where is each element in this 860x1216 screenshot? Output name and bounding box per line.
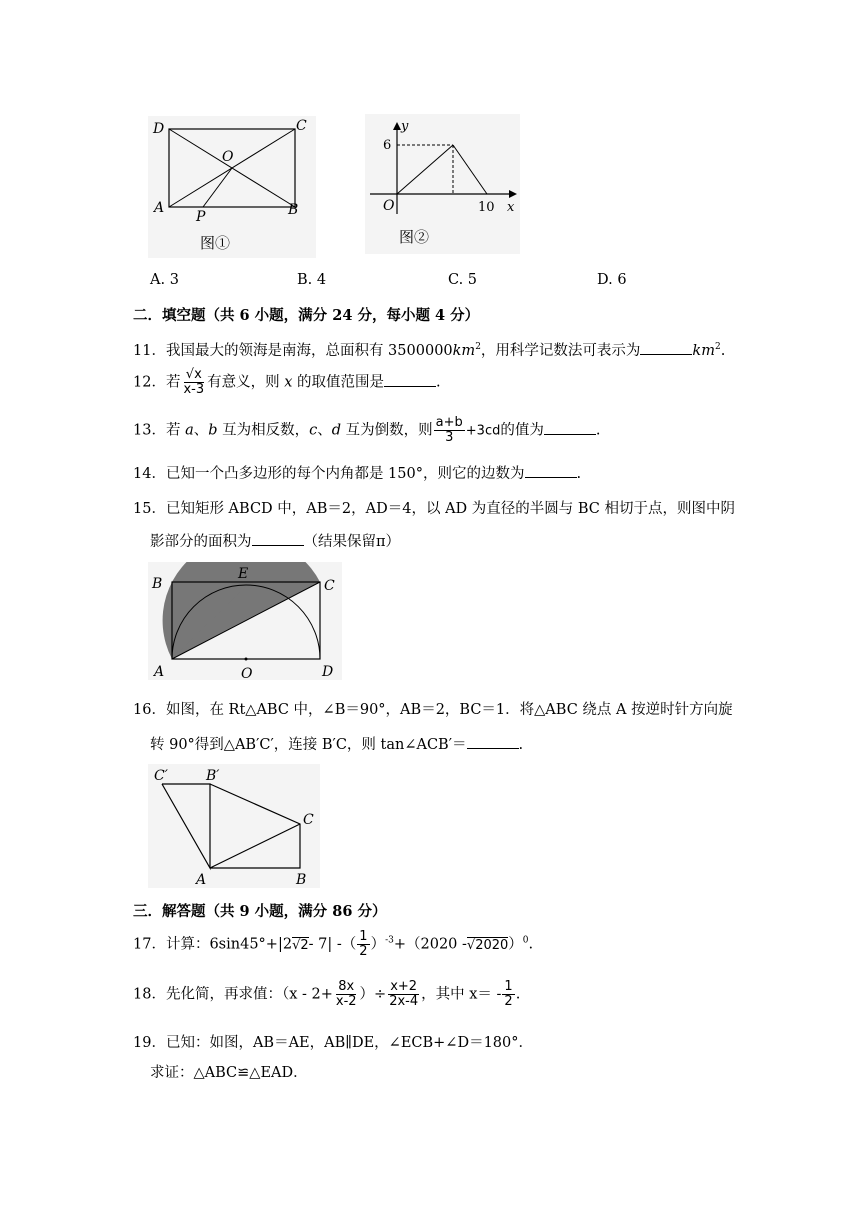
question-12: 12．若 $\frac{√x}{x-3}$ 有意义，则 x 的取值范围是 . [133,367,441,397]
question-16-line2: 转 90°得到△AB′C′，连接 B′C，则 tan∠ACB′＝ . [150,737,524,753]
section-3-heading: 三．解答题（共 9 小题，满分 86 分） [133,903,387,920]
fig1-label-P: P [196,209,206,225]
fig1-label-C: C [296,118,307,134]
fig1-label-D: D [153,121,165,137]
fig16-label-B1: B′ [206,768,220,784]
figure-2 [365,114,520,254]
fig1-caption: 图① [200,234,231,252]
option-d: D. 6 [597,272,627,288]
answer-blank-13 [544,421,596,435]
fig2-y-label: y [401,119,409,134]
figure-15 [148,562,342,680]
fig15-label-E: E [238,566,249,582]
figure-16 [148,764,320,888]
fig16-label-C: C [303,812,314,828]
fig16-label-A: A [196,872,207,888]
answer-blank-12 [384,373,436,387]
question-15-line2: 影部分的面积为 （结果保留π） [150,534,401,550]
question-19-line2: 求证：△ABC≌△EAD． [150,1065,308,1081]
option-a: A. 3 [150,272,179,288]
q12-fraction: $\frac{√x}{x-3}$ [183,367,205,397]
question-16: 16．如图，在 Rt△ABC 中，∠B＝90°，AB＝2，BC＝1．将△ABC 绕点 A 按逆时针方向旋 [133,702,733,718]
fig15-label-B: B [152,576,163,592]
fig15-label-A: A [154,664,165,680]
question-19: 19．已知：如图，AB＝AE，AB∥DE，∠ECB+∠D＝180°． [133,1035,534,1051]
section-2-heading: 二．填空题（共 6 小题，满分 24 分，每小题 4 分） [133,307,480,324]
fig1-label-A: A [154,200,165,216]
figure-16-drawing [148,764,320,888]
question-11: 11．我国最大的领海是南海，总面积有 $3500000km^2$，用科学记数法可表示为 $km^2$. [133,342,726,359]
figure-1-drawing [148,116,316,258]
question-18: 18．先化简，再求值：（x - 2+ $\frac{8x}{x-2}$ ）÷ $\frac{x+2}{2x-4}$ ，其中 x＝ - $\frac{1}{2}$ . [133,979,521,1009]
fig2-x-label: x [507,200,515,215]
fig1-label-O: O [222,149,234,165]
fig1-label-B: B [288,202,299,218]
q18-fraction-3: $\frac{1}{2}$ [504,979,513,1009]
question-13: 13．若 a、b 互为相反数，c、d 互为倒数，则 $\frac{a+b}{3}$ +3cd的值为 . [133,415,601,445]
fig15-label-C: C [324,578,335,594]
question-17: 17．计算：6sin45°+|2√2- 7| -（ $\frac{1}{2}$ ）$^{-3}$+（2020 -√2020）$^0$. [133,929,534,959]
fig2-x-tick: 10 [478,200,495,215]
q13-fraction: $\frac{a+b}{3}$ [435,415,463,445]
fig16-label-B: B [296,872,307,888]
figure-15-drawing [148,562,342,680]
fig15-label-D: D [322,664,334,680]
answer-blank-15 [252,532,304,546]
answer-blank-14 [525,464,577,478]
fig2-caption: 图② [399,228,430,246]
question-14: 14．已知一个凸多边形的每个内角都是 150°，则它的边数为 . [133,466,582,482]
option-c: C. 5 [448,272,478,288]
question-15: 15．已知矩形 ABCD 中，AB＝2，AD＝4，以 AD 为直径的半圆与 BC 相切于点，则图中阴 [133,501,736,517]
fig16-label-C1: C′ [154,768,168,784]
q18-fraction-2: $\frac{x+2}{2x-4}$ [389,979,419,1009]
q17-fraction: $\frac{1}{2}$ [359,929,368,959]
fig15-label-O: O [241,666,253,680]
fig2-y-tick: 6 [383,138,392,153]
option-b: B. 4 [297,272,327,288]
answer-blank-16 [467,735,519,749]
figure-2-drawing [365,114,520,254]
fig2-origin: O [383,198,395,214]
answer-blank-11 [640,341,692,355]
figure-1 [148,116,316,258]
q18-fraction-1: $\frac{8x}{x-2}$ [335,979,357,1009]
